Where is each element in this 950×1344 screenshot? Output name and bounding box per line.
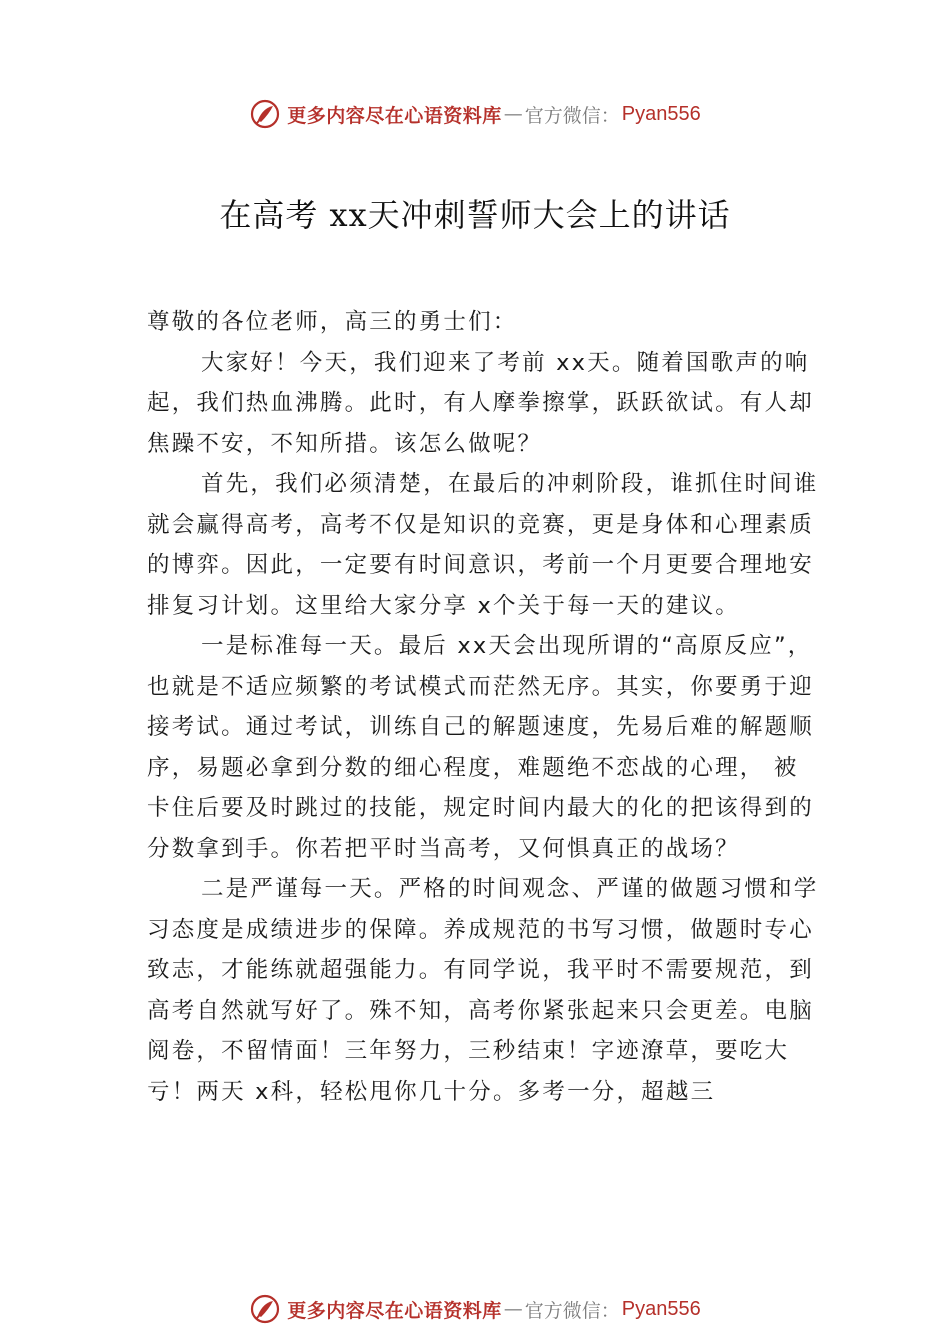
wechat-id: Pyan556 — [621, 1297, 701, 1320]
brand-name: 更多内容尽在心语资料库 — [287, 1299, 502, 1322]
paragraph: 首先，我们必须清楚，在最后的冲刺阶段，谁抓住时间谁就会赢得高考，高考不仅是知识的竞赛，更是身体和心理素质的博弈。因此，一定要有时间意识，考前一个月更要合理地安排复习计划。这里给大家分享 x个关于每一天的建议。 — [147, 471, 819, 619]
banner-separator: — — [503, 1298, 523, 1320]
wechat-label: 官方微信： — [524, 1299, 620, 1322]
footer-banner — [0, 1289, 950, 1329]
brand-logo-icon — [249, 98, 281, 130]
brand-name: 更多内容尽在心语资料库 — [287, 104, 502, 127]
wechat-id: Pyan556 — [621, 102, 701, 125]
header-banner — [0, 94, 950, 134]
document-body — [147, 302, 819, 1112]
paragraph: 大家好！今天，我们迎来了考前 xx天。随着国歌声的响起，我们热血沸腾。此时，有人摩拳擦掌，跃跃欲试。有人却焦躁不安，不知所措。该怎么做呢？ — [147, 349, 814, 457]
paragraph: 二是严谨每一天。严格的时间观念、严谨的做题习惯和学习态度是成绩进步的保障。养成规范的书写习惯，做题时专心致志，才能练就超强能力。有同学说，我平时不需要规范，到高考自然就写好了。殊不知，高考你紧张起来只会更差。电脑阅卷，不留情面！三年努力，三秒结束！字迹潦草，要吃大亏！两天 x科，轻松甩你几十分。多考一分，超越三 — [147, 876, 819, 1105]
salutation: 尊敬的各位老师，高三的勇士们： — [147, 309, 518, 335]
wechat-label: 官方微信： — [524, 104, 620, 127]
brand-logo-icon — [249, 1293, 281, 1325]
banner-separator: — — [503, 103, 523, 125]
paragraph: 一是标准每一天。最后 xx天会出现所谓的“高原反应”，也就是不适应频繁的考试模式而茫然无序。其实，你要勇于迎接考试。通过考试，训练自己的解题速度，先易后难的解题顺序，易题必拿到分数的细心程度，难题绝不恋战的心理， 被卡住后要及时跳过的技能，规定时间内最大的化的把该得到的分数拿到手。你若把平时当高考，又何惧真正的战场？ — [147, 633, 814, 862]
document-title: 在高考 xx天冲刺誓师大会上的讲话 — [219, 196, 731, 234]
